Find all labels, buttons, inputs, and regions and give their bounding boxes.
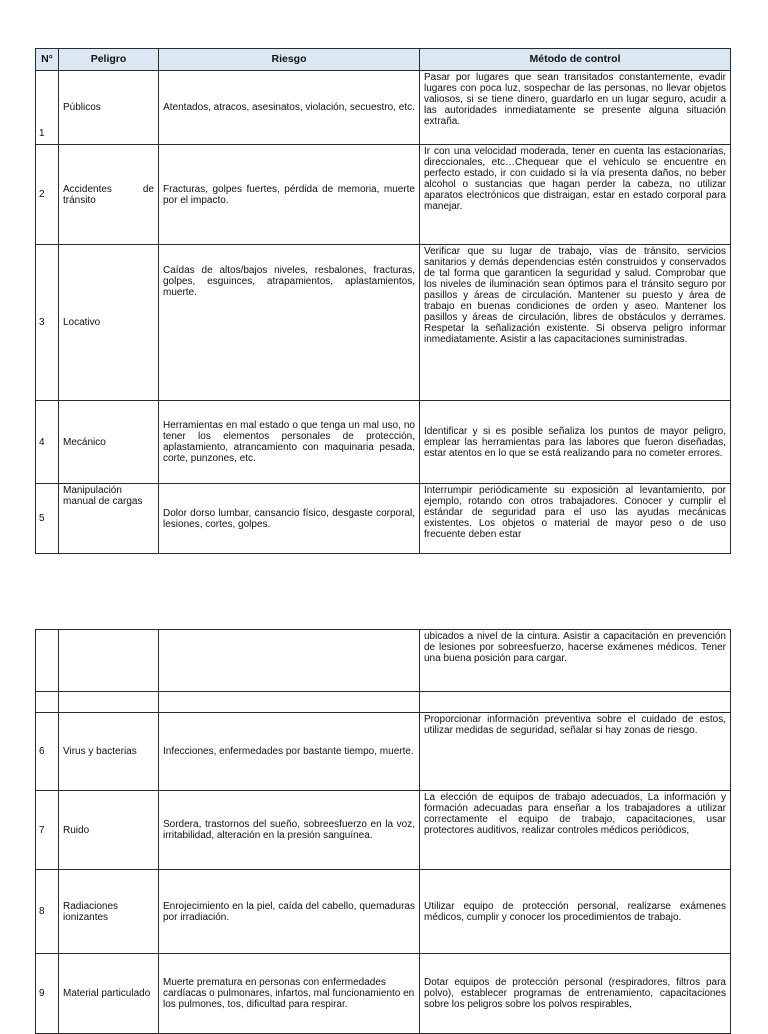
control-method-text: Dotar equipos de protección personal (respiradores, filtros para polvo), establecer programas de entrenamiento, capacitaciones sobre los peligros sobre los polvos respirables, (420, 954, 731, 1034)
control-method-text: Verificar que su lugar de trabajo, vías de tránsito, servicios sanitarios y demás dependencias estén construidos y conservados de tal forma que garanticen la seguridad y salud. Comprobar que los niveles de iluminación sean óptimos para el tránsito seguro por pasillos y áreas de circulación. Mantener su puesto y área de trabajo en buenas condiciones de orden y aseo. Mantener los pasillos y áreas de circulación, libres de obstáculos y derrames. Respetar la señalización existente. Si observa peligro informar inmediatamente. Asistir a las capacitaciones suministradas. (420, 245, 731, 401)
control-method-text: Ir con una velocidad moderada, tener en cuenta las estacionarias, direccionales, etc…Chequear que el vehículo se encuentre en perfecto estado, ir con cuidado si la vía presenta daños, no beber alcohol o sustancias que hagan perder la cabeza, no utilizar aparatos electrónicos que distraigan, estar en estado corporal para manejar. (420, 145, 731, 245)
table-header-row (36, 49, 731, 71)
empty-cell (420, 692, 731, 713)
hazard-name: Virus y bacterias (59, 713, 159, 791)
control-method-text: Proporcionar información preventiva sobre el cuidado de estos, utilizar medidas de seguridad, señalar si hay zonas de riesgo. (420, 713, 731, 791)
control-method-text: La elección de equipos de trabajo adecuados, La información y formación adecuadas para enseñar a los trabajadores a utilizar correctamente el equipo de trabajo, capacitaciones, usar protectores auditivos, realizar controles médicos periódicos, (420, 791, 731, 870)
header-metodo: Método de control (420, 49, 731, 71)
row-number: 6 (36, 713, 59, 791)
empty-cell (36, 630, 59, 692)
empty-cell (59, 692, 159, 713)
header-num: N° (36, 49, 59, 71)
hazard-name: Accidentes de tránsito (59, 145, 159, 245)
row-number: 9 (36, 954, 59, 1034)
empty-cell (36, 692, 59, 713)
hazard-name: Locativo (59, 245, 159, 401)
empty-cell (159, 630, 420, 692)
control-method-continuation: ubicados a nivel de la cintura. Asistir a capacitación en prevención de lesiones por sobreesfuerzo, hacerse exámenes médicos. Tener una buena posición para cargar. (420, 630, 731, 692)
row-number: 5 (36, 484, 59, 554)
empty-cell (59, 630, 159, 692)
hazard-table-part-1 (35, 48, 731, 554)
hazard-name: Públicos (59, 71, 159, 145)
control-method-text: Interrumpir periódicamente su exposición al levantamiento, por ejemplo, rotando con otros trabajadores. Conocer y cumplir el estándar de seguridad para el uso las ayudas mecánicas existentes. Los objetos o material de mayor peso o de uso frecuente deben estar (420, 484, 731, 554)
header-peligro: Peligro (59, 49, 159, 71)
table-row (36, 484, 731, 554)
risk-text: Sordera, trastornos del sueño, sobreesfuerzo en la voz, irritabilidad, alteración en la presión sanguínea. (159, 791, 420, 870)
row-number: 8 (36, 870, 59, 954)
control-method-text: Pasar por lugares que sean transitados constantemente, evadir lugares con poca luz, sospechar de las personas, no llevar objetos valiosos, si se tiene dinero, guardarlo en un lugar seguro, acudir a las autoridades inmediatamente se presente alguna situación extraña. (420, 71, 731, 145)
control-method-text: Identificar y si es posible señaliza los puntos de mayor peligro, emplear las herramientas para las labores que fueron diseñadas, estar atentos en lo que se está realizando para no cometer errores. (420, 401, 731, 484)
empty-cell (159, 692, 420, 713)
table-row (36, 71, 731, 145)
table-row-empty (36, 692, 731, 713)
risk-text: Caídas de altos/bajos niveles, resbalones, fracturas, golpes, esguinces, atrapamientos, aplastamientos, muerte. (159, 245, 420, 401)
row-number: 4 (36, 401, 59, 484)
risk-text: Herramientas en mal estado o que tenga un mal uso, no tener los elementos personales de protección, aplastamiento, atrancamiento con maquinaria pesada, corte, punzones, etc. (159, 401, 420, 484)
hazard-name: Material particulado (59, 954, 159, 1034)
hazard-name: Manipulación manual de cargas (59, 484, 159, 554)
risk-text: Fracturas, golpes fuertes, pérdida de memoria, muerte por el impacto. (159, 145, 420, 245)
row-number: 7 (36, 791, 59, 870)
hazard-table-part-2 (35, 629, 731, 1034)
risk-text: Muerte prematura en personas con enfermedades cardíacas o pulmonares, infartos, mal funcionamiento en los pulmones, tos, dificultad para respirar. (159, 954, 420, 1034)
risk-text: Dolor dorso lumbar, cansancio físico, desgaste corporal, lesiones, cortes, golpes. (159, 484, 420, 554)
risk-text: Enrojecimiento en la piel, caída del cabello, quemaduras por irradiación. (159, 870, 420, 954)
table-row (36, 401, 731, 484)
table-row (36, 245, 731, 401)
hazard-name: Ruido (59, 791, 159, 870)
risk-text: Atentados, atracos, asesinatos, violación, secuestro, etc. (159, 71, 420, 145)
header-riesgo: Riesgo (159, 49, 420, 71)
risk-text: Infecciones, enfermedades por bastante tiempo, muerte. (159, 713, 420, 791)
row-number: 2 (36, 145, 59, 245)
hazard-name: Radiaciones ionizantes (59, 870, 159, 954)
table-row-continuation (36, 630, 731, 692)
control-method-text: Utilizar equipo de protección personal, realizarse exámenes médicos, cumplir y conocer los procedimientos de trabajo. (420, 870, 731, 954)
hazard-name: Mecánico (59, 401, 159, 484)
table-row (36, 713, 731, 791)
table-row (36, 954, 731, 1034)
row-number: 3 (36, 245, 59, 401)
table-row (36, 145, 731, 245)
row-number: 1 (36, 71, 59, 145)
table-row (36, 870, 731, 954)
table-row (36, 791, 731, 870)
